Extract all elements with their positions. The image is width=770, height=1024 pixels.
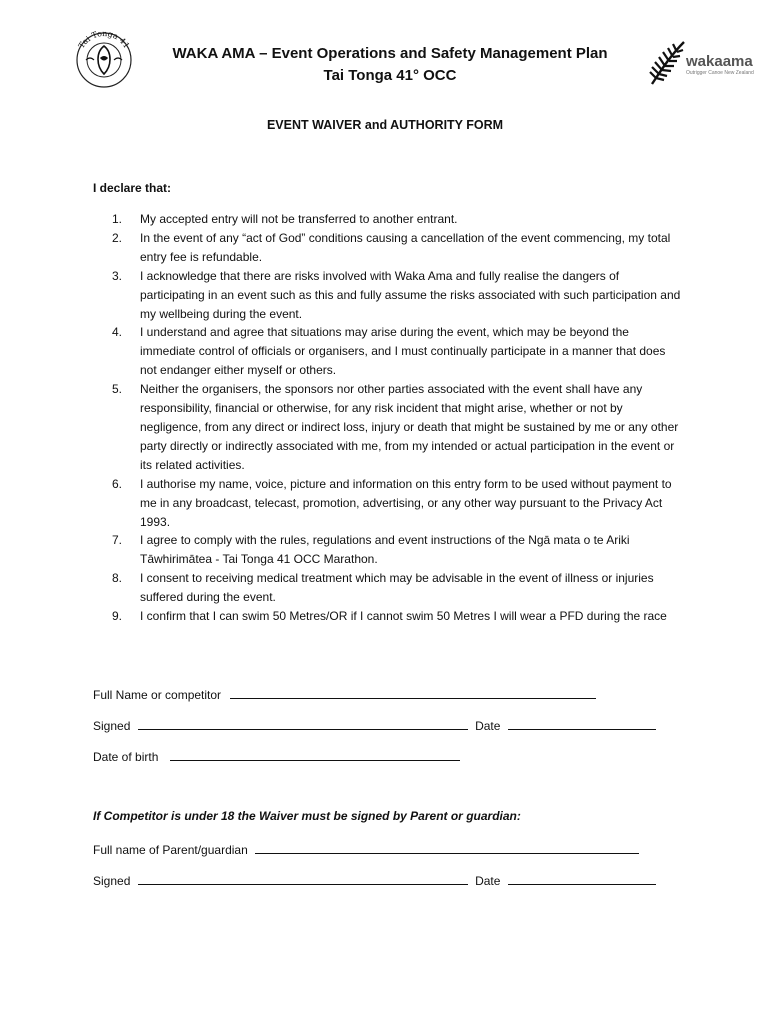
dob-label: Date of birth [93, 750, 159, 764]
item-text: I understand and agree that situations may arise during the event, which may be beyond the immediate control of officials or organisers, and I must continually participate in a manner that does not endanger either myself or others. [140, 325, 666, 378]
full-name-row [93, 686, 596, 702]
list-item [112, 607, 682, 626]
item-text: I acknowledge that there are risks involved with Waka Ama and fully realise the dangers of participating in an event such as this and fully assume the risks associated with such participation and my wellbeing during the event. [140, 268, 681, 321]
guardian-name-row [93, 841, 639, 857]
signature-line[interactable] [138, 717, 468, 730]
guardian-name-label: Full name of Parent/guardian [93, 843, 248, 857]
date-line[interactable] [508, 717, 656, 730]
full-name-line[interactable] [230, 686, 596, 699]
list-item [112, 267, 682, 324]
dob-row [93, 748, 460, 764]
declaration-list [112, 210, 682, 626]
item-text: I agree to comply with the rules, regulations and event instructions of the Ngā mata o te Ariki Tāwhirimātea - Tai Tonga 41 OCC Marathon. [140, 533, 630, 567]
item-text: I consent to receiving medical treatment which may be advisable in the event of illness or injuries suffered during the event. [140, 571, 654, 605]
guardian-signature-line[interactable] [138, 872, 468, 885]
list-item [112, 210, 682, 229]
page-title: WAKA AMA – Event Operations and Safety Management Plan [172, 45, 608, 62]
item-number: 4. [112, 325, 123, 340]
full-name-label: Full Name or competitor [93, 688, 222, 702]
signed-row [93, 717, 656, 733]
fern-icon [650, 42, 684, 84]
item-text: I authorise my name, voice, picture and information on this entry form to be used without payment to me in any broadcast, telecast, promotion, advertising, or any other way pursuant to the Privacy Act 1993. [140, 476, 672, 529]
tai-tonga-logo [66, 30, 142, 90]
guardian-note: If Competitor is under 18 the Waiver must be signed by Parent or guardian: [93, 809, 521, 823]
wakaama-logo [646, 36, 766, 88]
guardian-date-label: Date [475, 874, 501, 888]
item-text: In the event of any “act of God” conditions causing a cancellation of the event commencing, my total entry fee is refundable. [140, 230, 671, 264]
left-logo-text: Tai Tonga 41 [76, 30, 132, 50]
guardian-signed-row [93, 872, 656, 888]
list-item [112, 380, 682, 475]
date-label: Date [475, 719, 501, 733]
item-number: 2. [112, 230, 123, 245]
page-subtitle: Tai Tonga 41° OCC [323, 67, 457, 84]
dob-line[interactable] [170, 748, 460, 761]
form-title: EVENT WAIVER and AUTHORITY FORM [266, 118, 504, 132]
guardian-name-line[interactable] [255, 841, 639, 854]
list-item [112, 569, 682, 607]
item-text: Neither the organisers, the sponsors nor other parties associated with the event shall have any responsibility, financial or otherwise, for any risk incident that might arise, whether or not by negligence, from any direct or indirect loss, injury or death that might be sustained by me or any other party directly or indirectly associated with me, from my intended or actual participation in the event or its related activities. [140, 382, 679, 472]
item-number: 5. [112, 382, 123, 397]
list-item [112, 531, 682, 569]
item-number: 6. [112, 476, 123, 491]
declaration-heading: I declare that: [93, 181, 172, 195]
signed-label: Signed [93, 719, 131, 733]
guardian-date-line[interactable] [508, 872, 656, 885]
right-logo-text: wakaama [686, 53, 753, 70]
item-number: 7. [112, 533, 123, 548]
item-text: I confirm that I can swim 50 Metres/OR if I cannot swim 50 Metres I will wear a PFD during the race [140, 609, 667, 624]
item-number: 8. [112, 571, 123, 586]
item-number: 3. [112, 268, 123, 283]
item-text: My accepted entry will not be transferred to another entrant. [140, 212, 458, 226]
list-item [112, 323, 682, 380]
list-item [112, 229, 682, 267]
list-item [112, 475, 682, 532]
right-logo-tagline: Outrigger Canoe New Zealand [686, 70, 754, 76]
item-number: 9. [112, 609, 123, 624]
item-number: 1. [112, 212, 123, 226]
guardian-signed-label: Signed [93, 874, 131, 888]
